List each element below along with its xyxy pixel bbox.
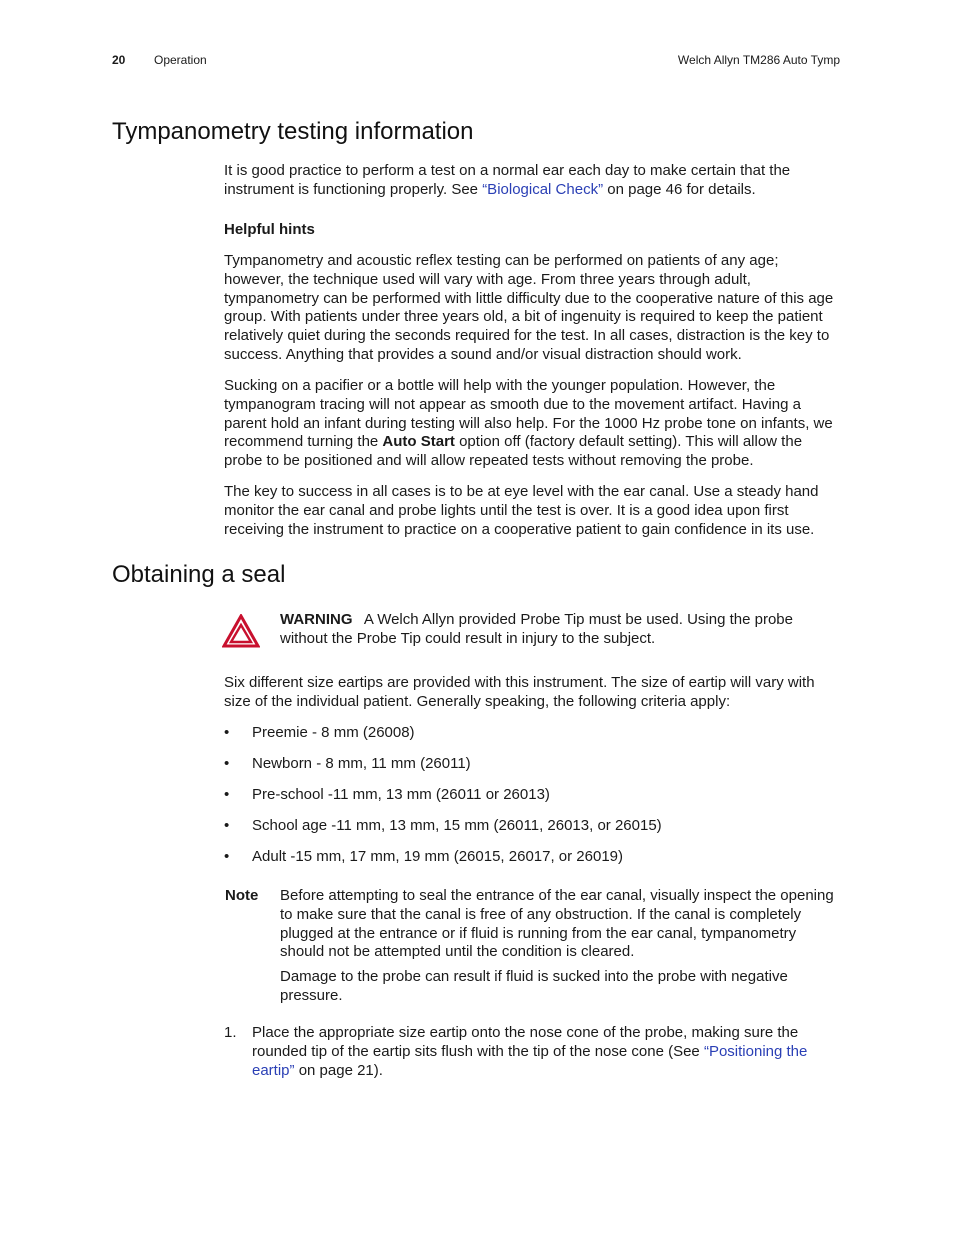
helpful-hints-heading: Helpful hints xyxy=(224,221,315,238)
note-paragraph-2: Damage to the probe can result if fluid is sucked into the probe with negative pressure. xyxy=(280,968,788,1004)
bullet-glyph: • xyxy=(224,724,230,741)
warning-triangle-icon xyxy=(222,614,260,648)
section-heading-obtaining-seal: Obtaining a seal xyxy=(112,561,286,588)
bullet-glyph: • xyxy=(224,786,230,803)
step-text-before-link: Place the appropriate size eartip onto the nose cone of the probe, making sure the rounded tip of the eartip sits flush with the tip of the nose cone (See xyxy=(252,1024,799,1060)
page-number: 20 xyxy=(112,53,126,67)
biological-check-link[interactable]: “Biological Check” xyxy=(482,180,604,198)
hints-paragraph-1: Tympanometry and acoustic reflex testing can be performed on patients of any age; however, the technique used will vary with age. From three years through adult, tympanometry can be performed with little difficulty due to the cooperative nature of this age group. With patients under three years old, a bit of ingenuity is required to keep the patient relatively quiet during the seconds required for the test. In all cases, distraction is the key to success. Anything that provides a sound and/or visual distraction should work. xyxy=(224,252,834,363)
hints-paragraph-3: The key to success in all cases is to be at eye level with the ear canal. Use a steady hand monitor the ear canal and probe lights until the test is over. It is a good idea upon first receiving the instrument to practice on a cooperative patient to gain confidence in its use. xyxy=(224,483,819,538)
running-section-title: Operation xyxy=(154,53,207,67)
hints-para2-text-before: Sucking on a pacifier or a bottle will help with the younger population. However, the tympanogram tracing will not appear as smooth due to the movement artifact. Having a parent hold an infant during testing will also help. For the 1000 Hz probe tone on infants, we recommend turning the xyxy=(224,377,833,451)
hints-para2-text-after: option off (factory default setting). This will allow the probe to be positioned and will allow repeated tests without removing the probe. xyxy=(224,433,803,470)
step-text-after-link: on page 21). xyxy=(294,1061,383,1079)
warning-label: WARNING xyxy=(280,611,353,628)
list-item: Adult -15 mm, 17 mm, 19 mm (26015, 26017, or 26019) xyxy=(252,848,624,865)
hints-paragraph-2 xyxy=(224,377,842,471)
list-item: Newborn - 8 mm, 11 mm (26011) xyxy=(252,755,471,772)
eartip-intro-paragraph: Six different size eartips are provided with this instrument. The size of eartip will vary with size of the individual patient. Generally speaking, the following criteria apply: xyxy=(224,674,815,710)
note-label: Note xyxy=(225,887,259,904)
list-item: School age -11 mm, 13 mm, 15 mm (26011, 26013, or 26015) xyxy=(252,817,662,834)
list-item: Preemie - 8 mm (26008) xyxy=(252,724,415,741)
intro-text-after-link: on page 46 for details. xyxy=(603,180,756,198)
step-number: 1. xyxy=(224,1024,237,1041)
bullet-glyph: • xyxy=(224,755,230,772)
note-paragraph-1: Before attempting to seal the entrance of the ear canal, visually inspect the opening to make sure that the canal is free of any obstruction. If the canal is completely plugged at the entrance or if fluid is running from the ear canal, tympanometry should not be attempted until the condition is cleared. xyxy=(280,887,834,961)
running-document-title: Welch Allyn TM286 Auto Tymp xyxy=(677,53,840,67)
step-1-text xyxy=(252,1024,844,1080)
bullet-glyph: • xyxy=(224,848,230,865)
warning-text: A Welch Allyn provided Probe Tip must be used. Using the probe without the Probe Tip could result in injury to the subject. xyxy=(280,611,793,647)
bullet-glyph: • xyxy=(224,817,230,834)
auto-start-option: Auto Start xyxy=(382,433,455,451)
positioning-eartip-link[interactable]: “Positioning the eartip” xyxy=(252,1042,808,1079)
intro-paragraph xyxy=(224,162,842,200)
intro-text-before-link: It is good practice to perform a test on a normal ear each day to make certain that the instrument is functioning properly. See xyxy=(224,162,791,198)
warning-block xyxy=(280,611,842,649)
section-heading-tympanometry: Tympanometry testing information xyxy=(112,118,474,145)
list-item: Pre-school -11 mm, 13 mm (26011 or 26013) xyxy=(252,786,550,803)
